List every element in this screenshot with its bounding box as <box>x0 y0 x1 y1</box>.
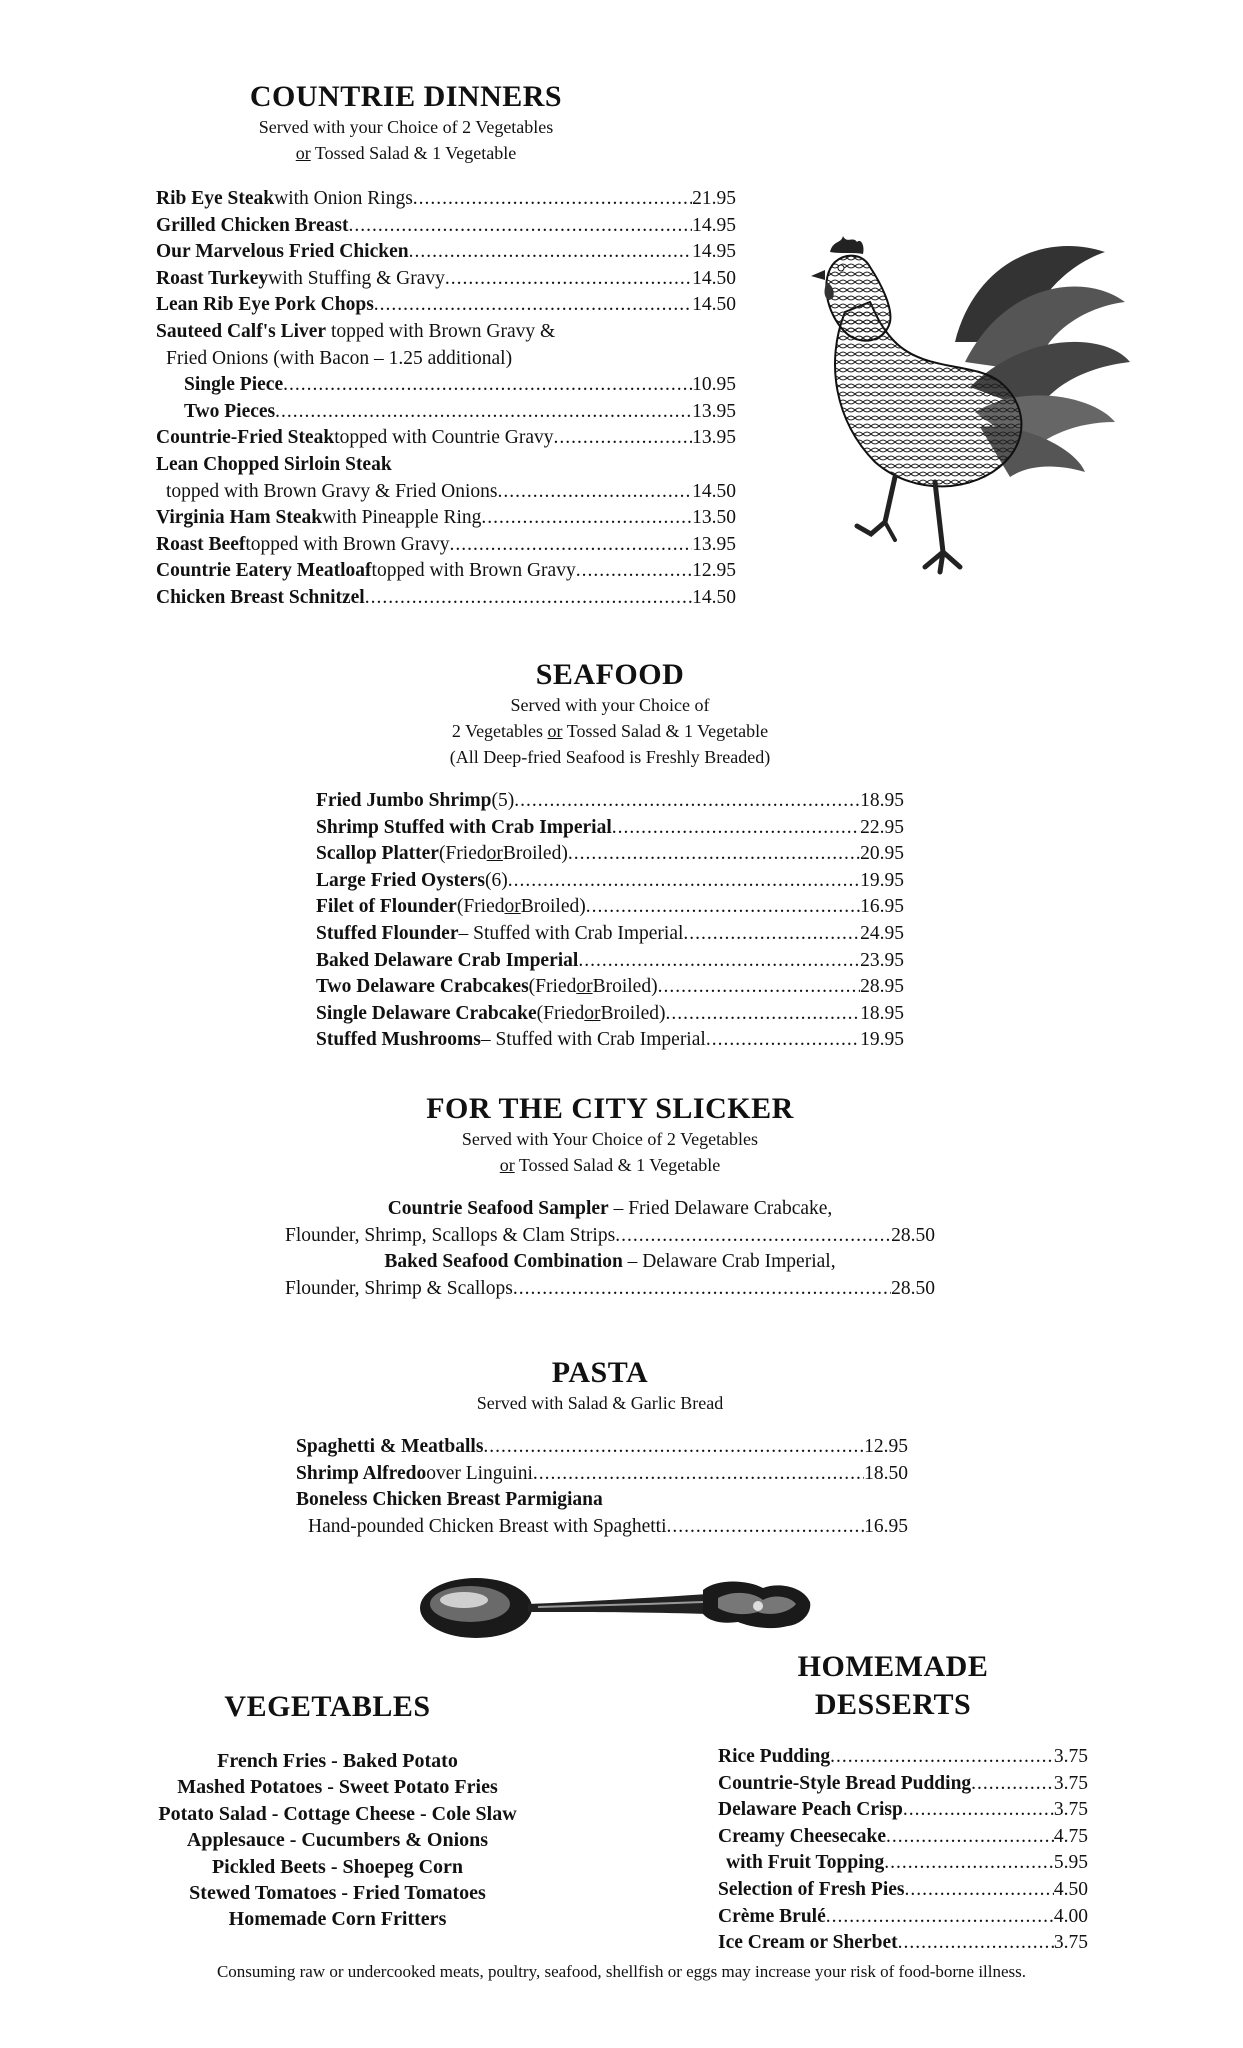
dessert-item <box>718 1904 1088 1931</box>
item-desc: topped with Brown Gravy & <box>326 320 556 342</box>
menu-item-desc-line <box>285 1223 935 1250</box>
vegetable-item: French Fries - Baked Potato <box>217 1750 458 1772</box>
leader-dots <box>445 266 692 293</box>
dinners-section <box>156 80 736 612</box>
leader-dots <box>578 948 860 975</box>
seafood-subtitle-2 <box>316 718 904 744</box>
item-desc: Broiled) <box>502 843 568 865</box>
leader-dots <box>554 425 693 452</box>
item-name: Spaghetti & Meatballs <box>296 1436 484 1457</box>
menu-item <box>156 213 736 240</box>
item-price: 14.50 <box>692 480 736 502</box>
item-name: Scallop Platter <box>316 843 439 865</box>
desserts-title-1: HOMEMADE <box>797 1650 989 1683</box>
vegetable-item: Mashed Potatoes - Sweet Potato Fries <box>177 1776 498 1799</box>
leader-dots <box>903 1797 1054 1824</box>
menu-item <box>156 292 736 319</box>
menu-item <box>316 974 904 1001</box>
leader-dots <box>898 1930 1054 1957</box>
item-price: 14.50 <box>692 267 736 289</box>
leader-dots <box>483 1434 864 1461</box>
leader-dots <box>365 585 692 612</box>
item-price: 20.95 <box>860 843 904 865</box>
menu-item <box>156 505 736 532</box>
pasta-title: PASTA <box>551 1356 649 1389</box>
item-desc: (Fried <box>536 1002 585 1024</box>
menu-item <box>316 894 904 921</box>
item-name: Single Delaware Crabcake <box>316 1002 537 1024</box>
item-price: 28.50 <box>891 1224 935 1246</box>
menu-item <box>316 815 904 842</box>
item-desc: over Linguini <box>426 1462 533 1484</box>
item-desc: Flounder, Shrimp, Scallops & Clam Strips <box>285 1224 616 1246</box>
leader-dots <box>409 239 693 266</box>
item-name: Roast Turkey <box>156 267 269 289</box>
leader-dots <box>450 532 693 559</box>
leader-dots <box>706 1027 860 1054</box>
desserts-title-2: DESSERTS <box>814 1688 972 1721</box>
dessert-item <box>718 1850 1088 1877</box>
seafood-subtitle-1: Served with your Choice of <box>510 695 710 715</box>
menu-item <box>316 948 904 975</box>
menu-item-desc-line: Fried Onions (with Bacon – 1.25 additional) <box>166 347 513 369</box>
vegetable-item: Potato Salad - Cottage Cheese - Cole Slaw <box>158 1802 517 1825</box>
item-desc: topped with Countrie Gravy <box>334 427 554 449</box>
dessert-item <box>718 1824 1088 1851</box>
leader-dots <box>884 1850 1054 1877</box>
item-price: 18.95 <box>860 1002 904 1024</box>
dinners-subtitle-2 <box>116 140 696 166</box>
leader-dots <box>830 1744 1054 1771</box>
leader-dots <box>667 1514 865 1541</box>
menu-item <box>285 1249 935 1276</box>
menu-item <box>156 479 736 506</box>
menu-item <box>156 558 736 585</box>
item-name: Delaware Peach Crisp <box>718 1799 903 1821</box>
item-name: Baked Seafood Combination <box>384 1251 623 1273</box>
item-price: 10.95 <box>692 374 736 396</box>
pasta-section <box>296 1356 908 1540</box>
item-desc: with Stuffing & Gravy <box>268 267 445 289</box>
item-name: Countrie-Fried Steak <box>156 427 335 449</box>
item-name: Stuffed Flounder <box>316 922 459 944</box>
menu-item <box>156 372 736 399</box>
item-or: or <box>584 1002 601 1024</box>
item-desc: (Fried <box>438 843 487 865</box>
leader-dots <box>514 788 860 815</box>
item-name: Filet of Flounder <box>316 896 457 918</box>
leader-dots <box>513 1276 891 1303</box>
leader-dots <box>481 505 692 532</box>
item-name: Lean Rib Eye Pork Chops <box>156 294 374 316</box>
dessert-item <box>718 1797 1088 1824</box>
leader-dots <box>275 399 692 426</box>
menu-item <box>156 585 736 612</box>
menu-item <box>156 425 736 452</box>
item-name: Sauteed Calf's Liver <box>156 320 327 342</box>
item-price: 16.95 <box>864 1515 908 1537</box>
dinners-title: COUNTRIE DINNERS <box>249 80 563 113</box>
item-name: Virginia Ham Steak <box>156 507 323 529</box>
item-price: 21.95 <box>692 188 736 209</box>
item-price: 13.95 <box>692 400 736 422</box>
item-price: 3.75 <box>1053 1772 1088 1794</box>
vegetables-title: VEGETABLES <box>224 1690 431 1723</box>
city-slicker-subtitle-1: Served with Your Choice of 2 Vegetables <box>461 1129 759 1149</box>
item-price: 19.95 <box>860 1029 904 1051</box>
item-name: Rice Pudding <box>718 1746 831 1767</box>
city-slicker-title: FOR THE CITY SLICKER <box>426 1092 794 1125</box>
subtitle-part: 2 Vegetables <box>451 721 548 741</box>
item-name: Grilled Chicken Breast <box>156 214 349 236</box>
pasta-subtitle: Served with Salad & Garlic Bread <box>476 1393 724 1413</box>
city-slicker-section <box>285 1092 935 1302</box>
subtitle-part: Tossed Salad & 1 Vegetable <box>562 721 769 741</box>
vegetable-item: Stewed Tomatoes - Fried Tomatoes <box>189 1882 486 1905</box>
dinners-subtitle-1: Served with your Choice of 2 Vegetables <box>258 117 554 137</box>
item-name: Ice Cream or Sherbet <box>718 1932 898 1954</box>
menu-item <box>156 266 736 293</box>
item-name: Two Delaware Crabcakes <box>316 976 529 998</box>
item-desc: (6) <box>484 869 508 891</box>
item-desc: (5) <box>491 790 515 811</box>
menu-item <box>156 186 736 213</box>
menu-item <box>156 532 736 559</box>
seafood-subtitle-3: (All Deep-fried Seafood is Freshly Breaded) <box>449 747 771 767</box>
item-price: 4.00 <box>1053 1905 1088 1927</box>
leader-dots <box>497 479 692 506</box>
leader-dots <box>615 1223 891 1250</box>
item-price: 16.95 <box>860 896 904 918</box>
item-name: Countrie Eatery Meatloaf <box>156 560 372 582</box>
item-desc: Broiled) <box>520 896 586 918</box>
menu-item-name: Boneless Chicken Breast Parmigiana <box>296 1489 603 1511</box>
item-name: with Fruit Topping <box>726 1852 885 1874</box>
item-price: 13.95 <box>692 427 736 449</box>
leader-dots <box>586 894 860 921</box>
leader-dots <box>971 1771 1054 1798</box>
item-price: 14.50 <box>692 586 736 608</box>
item-desc: – Stuffed with Crab Imperial <box>480 1029 706 1051</box>
seafood-section <box>316 658 904 1054</box>
item-name: Rib Eye Steak <box>156 188 275 209</box>
item-name: Shrimp Stuffed with Crab Imperial <box>316 816 612 838</box>
dinners-subtitle-2-rest: Tossed Salad & 1 Vegetable <box>310 143 517 163</box>
menu-item <box>316 1027 904 1054</box>
item-desc: (Fried <box>528 976 577 998</box>
item-desc: Broiled) <box>592 976 658 998</box>
item-desc: topped with Brown Gravy <box>371 560 576 582</box>
leader-dots <box>826 1904 1054 1931</box>
item-price: 18.50 <box>864 1462 908 1484</box>
leader-dots <box>374 292 692 319</box>
leader-dots <box>612 815 860 842</box>
city-slicker-or: or <box>499 1155 515 1175</box>
item-name: Creamy Cheesecake <box>718 1825 887 1847</box>
item-name: Baked Delaware Crab Imperial <box>316 949 579 971</box>
item-name: Fried Jumbo Shrimp <box>316 790 492 811</box>
item-price: 24.95 <box>860 922 904 944</box>
item-or: or <box>576 976 593 998</box>
item-price: 3.75 <box>1053 1746 1088 1767</box>
seafood-or: or <box>547 721 563 741</box>
dessert-item <box>718 1877 1088 1904</box>
menu-item-name: Lean Chopped Sirloin Steak <box>156 453 392 475</box>
item-price: 28.95 <box>860 976 904 998</box>
item-price: 3.75 <box>1053 1932 1088 1954</box>
leader-dots <box>533 1461 864 1488</box>
item-name: Two Pieces <box>184 400 276 422</box>
dessert-item <box>718 1930 1088 1957</box>
item-name: Countrie-Style Bread Pudding <box>718 1772 972 1794</box>
vegetable-item: Applesauce - Cucumbers & Onions <box>186 1829 489 1852</box>
item-name: Single Piece <box>184 374 284 396</box>
leader-dots <box>413 186 692 213</box>
leader-dots <box>283 372 692 399</box>
item-name: Large Fried Oysters <box>316 869 485 891</box>
leader-dots <box>904 1877 1053 1904</box>
menu-item <box>156 319 736 346</box>
city-slicker-subtitle-2 <box>285 1152 935 1178</box>
menu-item <box>285 1196 935 1223</box>
menu-item <box>316 841 904 868</box>
item-price: 14.95 <box>692 214 736 236</box>
menu-item <box>296 1514 908 1541</box>
item-desc: – Fried Delaware Crabcake, <box>608 1198 833 1219</box>
leader-dots <box>658 974 861 1001</box>
item-desc: with Onion Rings <box>274 188 413 209</box>
item-or: or <box>504 896 521 918</box>
health-disclaimer: Consuming raw or undercooked meats, poultry, seafood, shellfish or eggs may increase your risk of food-borne illness. <box>216 1962 1027 1981</box>
item-price: 3.75 <box>1053 1799 1088 1821</box>
leader-dots <box>348 213 692 240</box>
menu-item <box>316 1001 904 1028</box>
menu-item-desc-line <box>285 1276 935 1303</box>
item-price: 18.95 <box>860 790 904 811</box>
item-name: Roast Beef <box>156 533 246 555</box>
item-desc: Broiled) <box>600 1002 666 1024</box>
item-name: Our Marvelous Fried Chicken <box>156 241 409 263</box>
item-desc: – Stuffed with Crab Imperial <box>458 922 684 944</box>
menu-item <box>316 788 904 815</box>
dessert-item <box>718 1771 1088 1798</box>
menu-item <box>316 868 904 895</box>
leader-dots <box>683 921 860 948</box>
vegetable-item: Homemade Corn Fritters <box>228 1908 447 1931</box>
item-name: Countrie Seafood Sampler <box>387 1198 609 1219</box>
leader-dots <box>508 868 860 895</box>
menu-item <box>296 1461 908 1488</box>
menu-item <box>316 921 904 948</box>
item-desc: topped with Brown Gravy & Fried Onions <box>166 480 498 502</box>
item-or: or <box>486 843 503 865</box>
menu-item <box>156 399 736 426</box>
dinners-or: or <box>295 143 311 163</box>
item-price: 23.95 <box>860 949 904 971</box>
seafood-title: SEAFOOD <box>535 658 685 691</box>
leader-dots <box>568 841 860 868</box>
item-name: Stuffed Mushrooms <box>316 1029 481 1051</box>
item-price: 4.75 <box>1053 1825 1088 1847</box>
item-desc: topped with Brown Gravy <box>245 533 450 555</box>
item-price: 4.50 <box>1053 1878 1088 1900</box>
leader-dots <box>576 558 692 585</box>
item-price: 12.95 <box>864 1436 908 1457</box>
vegetables-section <box>110 1690 565 1933</box>
item-name: Chicken Breast Schnitzel <box>156 586 365 608</box>
item-desc: with Pineapple Ring <box>322 507 482 529</box>
item-price: 12.95 <box>692 560 736 582</box>
desserts-section <box>718 1650 1088 1957</box>
item-price: 13.95 <box>692 533 736 555</box>
leader-dots <box>886 1824 1054 1851</box>
spoon-illustration <box>418 1568 818 1648</box>
vegetable-item: Pickled Beets - Shoepeg Corn <box>211 1855 464 1878</box>
item-price: 5.95 <box>1053 1852 1088 1874</box>
item-price: 19.95 <box>860 869 904 891</box>
menu-item <box>156 239 736 266</box>
item-name: Shrimp Alfredo <box>296 1462 427 1484</box>
rooster-illustration <box>775 222 1155 592</box>
item-desc: – Delaware Crab Imperial, <box>622 1251 836 1273</box>
item-desc: (Fried <box>456 896 505 918</box>
item-desc: Flounder, Shrimp & Scallops <box>285 1277 513 1299</box>
item-price: 13.50 <box>692 507 736 529</box>
item-price: 14.95 <box>692 241 736 263</box>
item-price: 22.95 <box>860 816 904 838</box>
item-price: 14.50 <box>692 294 736 316</box>
item-name: Selection of Fresh Pies <box>718 1878 905 1900</box>
menu-item <box>296 1434 908 1461</box>
item-name: Crème Brulé <box>718 1905 826 1927</box>
dessert-item <box>718 1744 1088 1771</box>
item-desc: Hand-pounded Chicken Breast with Spaghetti <box>308 1515 667 1537</box>
leader-dots <box>666 1001 861 1028</box>
subtitle-part: Tossed Salad & 1 Vegetable <box>514 1155 721 1175</box>
item-price: 28.50 <box>891 1277 935 1299</box>
